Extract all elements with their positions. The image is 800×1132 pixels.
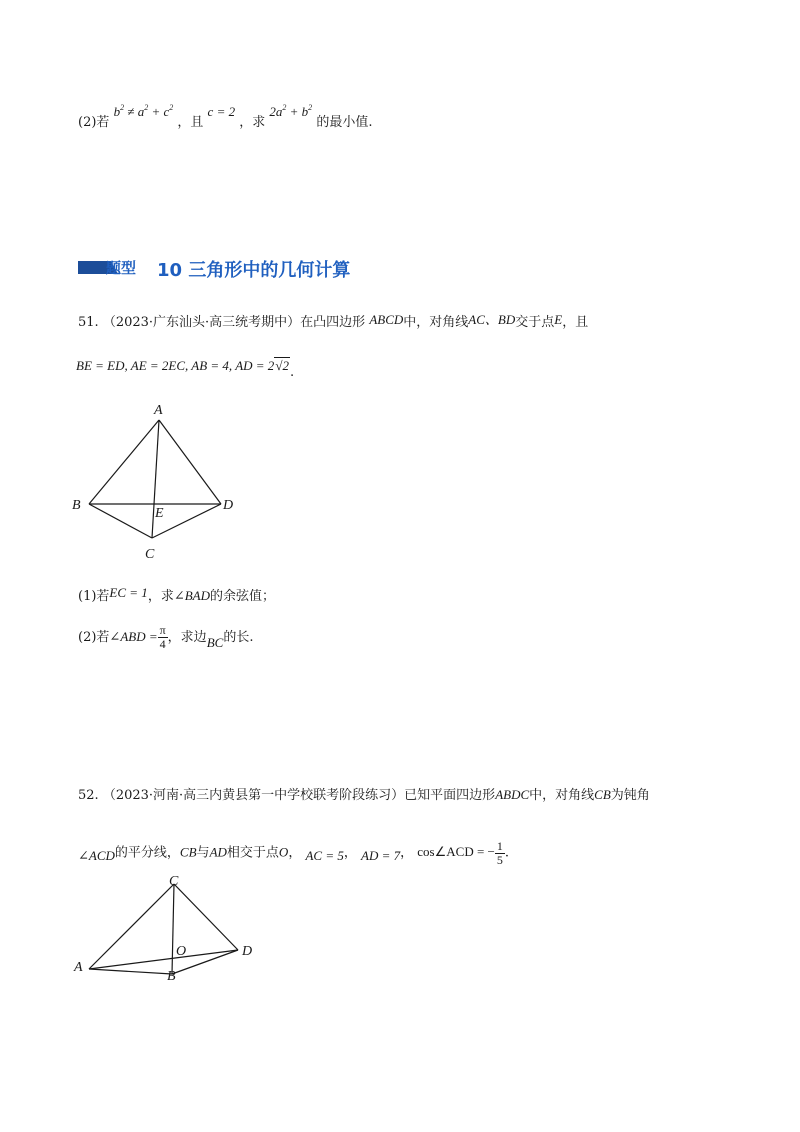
- part2-comma2: ，求: [239, 115, 266, 130]
- q52-line1-text: （2023·河南·高三内黄县第一中学校联考阶段练习）已知平面四边形: [102, 788, 496, 803]
- q51-label-b: B: [72, 498, 81, 513]
- edge-ab: [89, 420, 159, 504]
- q52-label-o: O: [176, 944, 187, 959]
- q51-label-c: C: [145, 547, 155, 562]
- part2-suffix: 的最小值.: [316, 115, 373, 130]
- q51-point-e: E: [554, 312, 563, 327]
- q52-ad: AD: [209, 844, 227, 860]
- q51-label-d: D: [223, 498, 234, 513]
- edge-ab: [89, 969, 172, 974]
- q52-line1: [78, 785, 650, 806]
- q52-label-b: B: [167, 969, 176, 984]
- part2-cond1: $b^2 \ne a^2 + c^2$: [113, 103, 174, 119]
- q51-number: 51.: [78, 315, 99, 330]
- q51-diag: AC、BD: [468, 312, 516, 327]
- q52-label-d: D: [242, 944, 253, 959]
- q52-cos: cos∠ACD = − $\frac{1}{5}$: [417, 839, 503, 867]
- q51-sub1-prefix: (1)若: [78, 589, 110, 604]
- q52-line2: [78, 840, 509, 867]
- q51-sub2-angle: ∠ABD =: [109, 629, 158, 644]
- q51-label-a: A: [154, 403, 163, 418]
- q52-quad: ABDC: [495, 787, 530, 802]
- diag-cb: [172, 884, 174, 974]
- edge-cd: [174, 884, 238, 950]
- q52-l2a: 的平分线，: [114, 845, 180, 861]
- q52-l1c: 为钝角: [610, 788, 650, 803]
- q51-sub1-angle: ∠BAD: [173, 588, 210, 603]
- q51-sub2-fraction: $\frac{\pi}{4}$: [159, 623, 166, 651]
- q51-conditions: BE = ED, AE = 2EC, AB = 4, AD = 2: [76, 358, 275, 373]
- edge-ad: [159, 420, 221, 504]
- q52-l2d: ，: [288, 845, 302, 861]
- q51-sub2-suffix: 的长.: [223, 630, 254, 645]
- part2-expr: $2a^2 + b^2$: [269, 103, 313, 119]
- q52-cb: CB: [594, 787, 611, 802]
- q51-sub2-side: BC: [206, 635, 224, 650]
- q51-sub1: [78, 586, 275, 607]
- q51-sqrt: √2: [275, 358, 289, 373]
- part2-cond2: c = 2: [207, 104, 236, 119]
- q51-sub2-mid: ，求边: [167, 630, 207, 645]
- q51-sub2: [78, 624, 253, 651]
- q52-l2b: 与: [196, 845, 210, 861]
- q52-l2e: ，: [343, 845, 357, 861]
- diag-ad: [89, 950, 238, 969]
- q52-angle: ∠ACD: [78, 848, 115, 864]
- q52-l2c: 相交于点: [226, 845, 279, 861]
- edge-bc: [89, 504, 152, 538]
- q51-period: .: [289, 365, 295, 380]
- q51-sub1-suffix: 的余弦值；: [210, 589, 276, 604]
- q51-line2: [76, 356, 295, 380]
- q51-sub2-prefix: (2)若: [78, 630, 110, 645]
- q51-label-e: E: [155, 506, 164, 521]
- q52-cb2: CB: [179, 844, 197, 860]
- q52-l1b: 中，对角线: [529, 788, 595, 803]
- q51-sub1-cond: EC = 1: [109, 585, 148, 600]
- edge-ac: [89, 884, 174, 969]
- q52-ac: AC = 5: [305, 848, 344, 864]
- q52-label-a: A: [74, 960, 83, 975]
- q51-source: （2023·广东汕头·高三统考期中）在凸四边形: [102, 315, 366, 330]
- q52-label-c: C: [169, 874, 179, 889]
- q51-quad: ABCD: [369, 312, 404, 327]
- q52-o: O: [278, 844, 289, 860]
- q52-l2f: ，: [400, 845, 414, 861]
- q52-adlen: AD = 7: [361, 848, 401, 864]
- q51-t1: 中，对角线: [403, 315, 469, 330]
- part2-prefix: (2)若: [78, 115, 110, 130]
- q51-t2: 交于点: [515, 315, 555, 330]
- part2-line: [78, 103, 373, 133]
- q51-line1: [78, 312, 588, 333]
- part2-comma1: ，且: [177, 115, 204, 130]
- q51-figure: [60, 400, 260, 570]
- q52-cos-fraction: $\frac{1}{5}$: [496, 839, 503, 867]
- section-tag: 题型: [106, 259, 137, 277]
- q52-number: 52.: [78, 788, 99, 803]
- q51-sub1-mid: ，求: [147, 589, 174, 604]
- section-title: 10 三角形中的几何计算: [157, 260, 351, 281]
- q52-l2g: .: [504, 845, 510, 861]
- q51-t3: ，且: [562, 315, 589, 330]
